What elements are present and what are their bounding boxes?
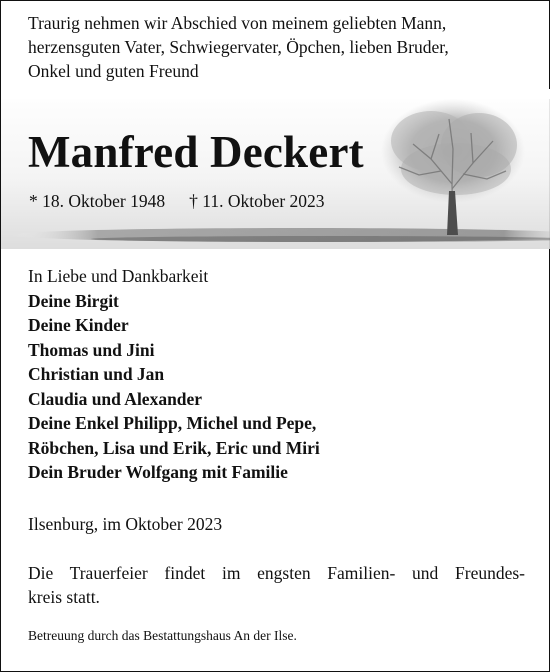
life-dates — [29, 189, 325, 213]
funeral-line: kreis statt. — [28, 587, 100, 607]
intro-text — [28, 11, 528, 83]
place-date: Ilsenburg, im Oktober 2023 — [28, 514, 223, 534]
mourner-line: Thomas und Jini — [28, 339, 155, 360]
mourner-line: Röbchen, Lisa und Erik, Eric und Miri — [28, 437, 320, 458]
intro-line: Onkel und guten Freund — [28, 61, 199, 81]
mourners-heading: In Liebe und Dankbarkeit — [28, 266, 209, 286]
funeral-line: Die Trauerfeier findet im engsten Familien- und Freundes- — [28, 563, 525, 583]
mourners-list — [28, 264, 320, 485]
mourner-line: Deine Kinder — [28, 315, 129, 335]
funeral-home-note: Betreuung durch das Bestattungshaus An der Ilse. — [28, 628, 297, 643]
intro-line: Traurig nehmen wir Abschied von meinem geliebten Mann, — [28, 13, 447, 33]
mourner-line: Deine Enkel Philipp, Michel und Pepe, — [28, 413, 317, 433]
mourner-line: Dein Bruder Wolfgang mit Familie — [28, 462, 288, 482]
mourner-line: Claudia und Alexander — [28, 388, 203, 409]
funeral-note — [28, 561, 525, 609]
deceased-name: Manfred Deckert — [28, 127, 364, 177]
death-date: † 11. Oktober 2023 — [189, 191, 325, 211]
intro-line: herzensguten Vater, Schwiegervater, Öpchen, lieben Bruder, — [28, 37, 449, 57]
birth-date: * 18. Oktober 1948 — [29, 191, 166, 211]
mourner-line: Deine Birgit — [28, 290, 119, 311]
mourner-line: Christian und Jan — [28, 364, 165, 384]
